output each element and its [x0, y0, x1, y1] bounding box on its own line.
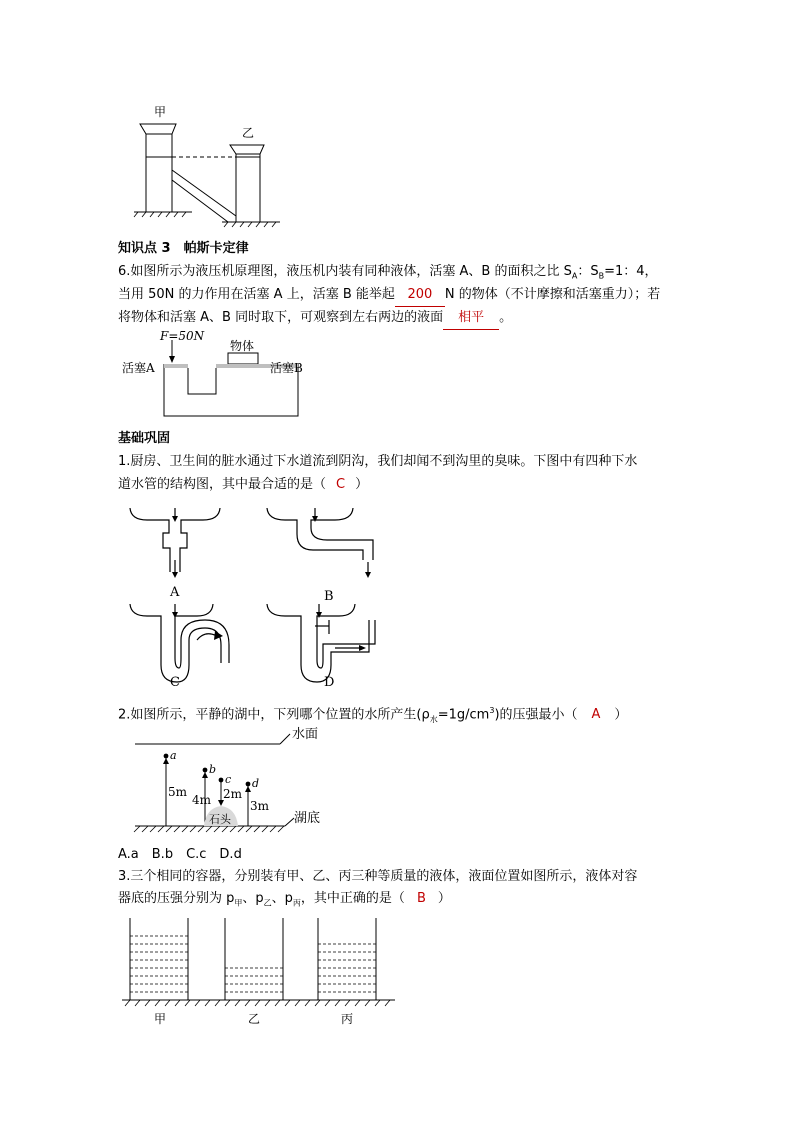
- container-label-bing: 丙: [341, 1012, 354, 1026]
- containers-figure: [120, 912, 400, 1030]
- piston-a-label: 活塞A: [122, 361, 155, 375]
- b2-stem: 2.如图所示，平静的湖中，下列哪个位置的水所产生$(\rho_水=1g/cm^3)$的压强最小（ A ）: [118, 706, 628, 724]
- communicating-vessels-figure: [132, 100, 282, 230]
- label-jia: 甲: [154, 105, 167, 119]
- container-label-jia: 甲: [154, 1012, 167, 1026]
- piston-b-label: 活塞B: [270, 361, 303, 375]
- section-title-basic: 基础巩固: [118, 431, 171, 446]
- object-label: 物体: [230, 339, 255, 353]
- depth-d: 3m: [250, 799, 270, 813]
- container-label-yi: 乙: [248, 1012, 261, 1026]
- surface-label: 水面: [292, 727, 319, 742]
- b3-line2: 器底的压强分别为 $p_甲$、$p_乙$、$p_丙$，其中正确的是（ B ）: [118, 891, 451, 908]
- drain-pipes-figure: [125, 500, 390, 690]
- lake-figure: [130, 722, 340, 840]
- pipe-label-b: B: [324, 589, 334, 604]
- depth-a: 5m: [168, 785, 188, 799]
- pipe-label-c: C: [170, 675, 180, 690]
- q6-answer2: 相平: [443, 307, 499, 330]
- label-yi: 乙: [242, 126, 255, 140]
- pipe-label-a: A: [170, 585, 180, 600]
- b2-answer: A: [591, 707, 601, 723]
- depth-b: 4m: [192, 793, 212, 807]
- point-d: d: [252, 777, 260, 790]
- depth-c: 2m: [223, 787, 243, 801]
- point-b: b: [209, 763, 217, 776]
- pipe-label-d: D: [324, 675, 335, 690]
- b3-line1: 3.三个相同的容器，分别装有甲、乙、丙三种等质量的液体，液面位置如图所示，液体对容: [118, 869, 638, 884]
- b2-options: A.a B.b C.c D.d: [118, 847, 242, 862]
- b1-answer: C: [336, 477, 346, 492]
- point-a: a: [170, 749, 177, 762]
- q6-line3: 将物体和活塞 A、B 同时取下，可观察到左右两边的液面 相平 。: [118, 307, 512, 330]
- force-label: F=50N: [160, 329, 205, 343]
- stone-label: 石头: [209, 813, 231, 826]
- point-c: c: [225, 773, 232, 786]
- q6-answer1: 200: [395, 284, 445, 307]
- b3-answer: B: [416, 891, 426, 906]
- bottom-label: 湖底: [294, 811, 321, 826]
- hydraulic-press-figure: [122, 328, 322, 420]
- q6-line1: 6.如图所示为液压机原理图，液压机内装有同种液体，活塞 A、B 的面积之比 $S_A$：$S_B=1$：4，: [118, 264, 658, 281]
- b1-line2: 道水管的结构图，其中最合适的是（ C ）: [118, 477, 369, 492]
- b1-line1: 1.厨房、卫生间的脏水通过下水道流到阴沟，我们却闻不到沟里的臭味。下图中有四种下水: [118, 454, 638, 469]
- q6-line2: 当用 50N 的力作用在活塞 A 上，活塞 B 能举起 200 N 的物体（不计摩擦和活塞重力）；若: [118, 284, 660, 307]
- section-title-pascal: 知识点 3 帕斯卡定律: [118, 241, 249, 256]
